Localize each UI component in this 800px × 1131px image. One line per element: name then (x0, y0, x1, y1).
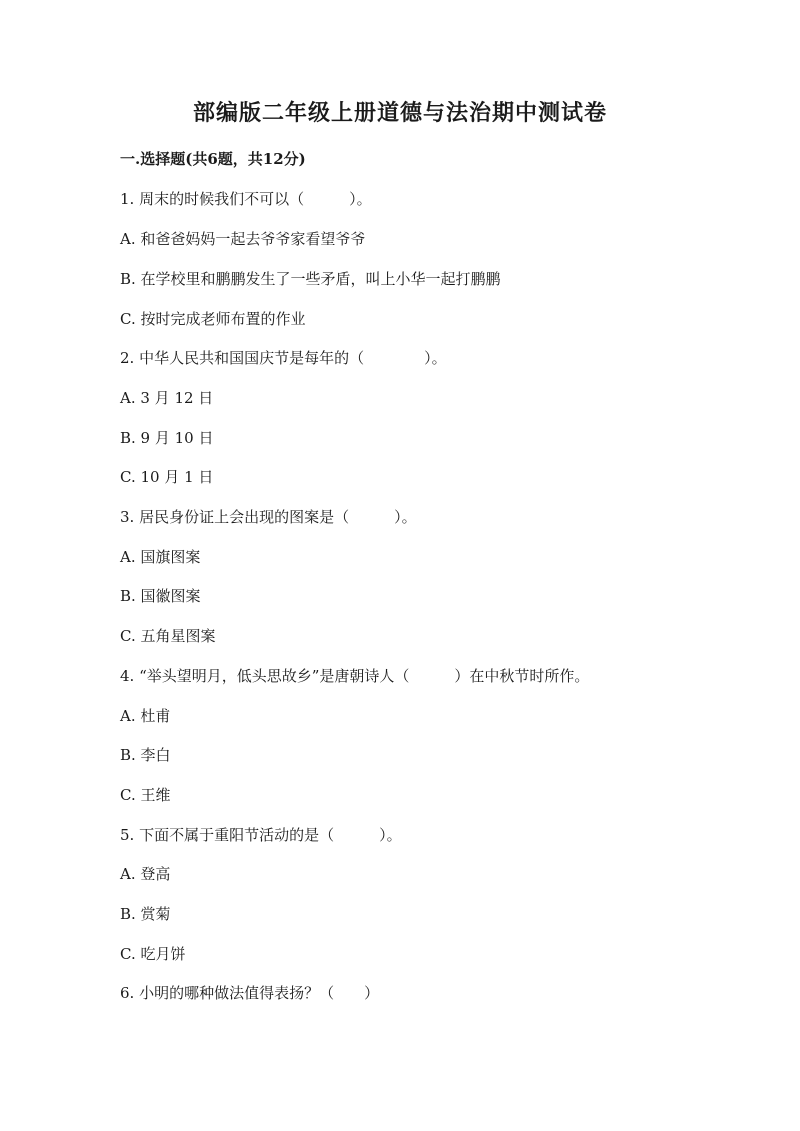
question-4-option-a: A. 杜甫 (120, 707, 171, 725)
question-4-option-b: B. 李白 (120, 746, 171, 764)
question-5-option-c: C. 吃月饼 (120, 945, 186, 963)
question-1-option-c: C. 按时完成老师布置的作业 (120, 310, 306, 328)
question-3-option-a: A. 国旗图案 (120, 548, 201, 566)
question-4-option-c: C. 王维 (120, 786, 171, 804)
question-3-stem: 3. 居民身份证上会出现的图案是（ ）。 (120, 508, 417, 526)
question-2-stem: 2. 中华人民共和国国庆节是每年的（ ）。 (120, 349, 447, 367)
question-4-stem: 4. “举头望明月，低头思故乡”是唐朝诗人（ ）在中秋节时所作。 (120, 667, 590, 685)
question-6-stem: 6. 小明的哪种做法值得表扬？（ ） (120, 984, 380, 1002)
question-2-option-b: B. 9 月 10 日 (120, 429, 214, 447)
section-heading: 一.选择题(共6题，共12分) (120, 150, 306, 168)
question-5-option-a: A. 登高 (120, 865, 171, 883)
question-1-option-a: A. 和爸爸妈妈一起去爷爷家看望爷爷 (120, 230, 366, 248)
question-2-option-a: A. 3 月 12 日 (120, 389, 214, 407)
question-5-stem: 5. 下面不属于重阳节活动的是（ ）。 (120, 826, 402, 844)
question-3-option-c: C. 五角星图案 (120, 627, 216, 645)
question-5-option-b: B. 赏菊 (120, 905, 171, 923)
question-1-stem: 1. 周末的时候我们不可以（ ）。 (120, 190, 372, 208)
page-title: 部编版二年级上册道德与法治期中测试卷 (192, 100, 607, 126)
question-1-option-b: B. 在学校里和鹏鹏发生了一些矛盾，叫上小华一起打鹏鹏 (120, 270, 501, 288)
question-3-option-b: B. 国徽图案 (120, 587, 201, 605)
question-2-option-c: C. 10 月 1 日 (120, 468, 214, 486)
